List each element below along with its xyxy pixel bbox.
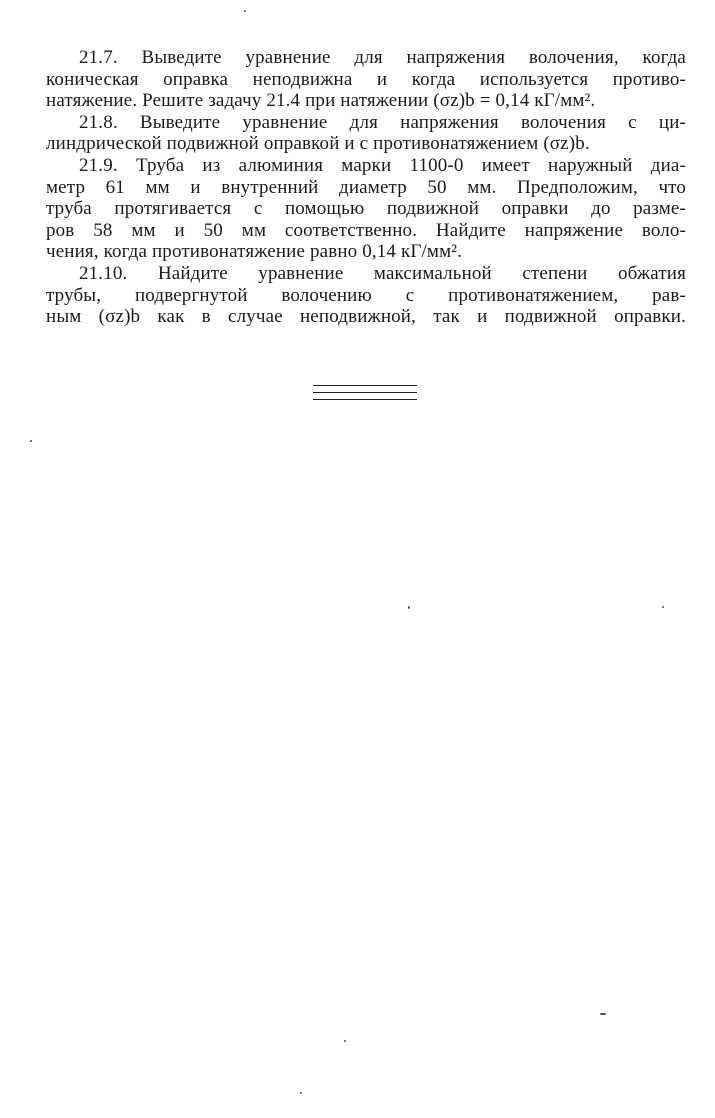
problem-21-8-line-2: линдрической подвижной оправкой и с противонатяжением (σz)b. — [46, 133, 590, 155]
scan-speck — [408, 606, 410, 609]
scan-speck — [30, 440, 32, 442]
problem-21-7-line-1: 21.7. Выведите уравнение для напряжения волочения, когда — [79, 47, 686, 68]
ornament-rule-bottom — [313, 399, 417, 400]
scan-speck — [244, 10, 246, 12]
problem-21-9-line-1: 21.9. Труба из алюминия марки 1100-0 имеет наружный диа- — [79, 154, 686, 176]
section-end-ornament — [313, 383, 417, 407]
problem-21-7-line-2: коническая оправка неподвижна и когда используется противо- — [46, 68, 686, 90]
scan-speck — [662, 606, 664, 608]
scan-speck — [600, 1013, 606, 1015]
problem-21-10-line-1: 21.10. Найдите уравнение максимальной степени обжатия — [79, 262, 686, 284]
scan-speck — [300, 1092, 302, 1094]
problem-21-10-line-2: трубы, подвергнутой волочению с противонатяжением, рав- — [46, 284, 686, 306]
problem-21-9-line-5: чения, когда противонатяжение равно 0,14 кГ/мм². — [46, 241, 462, 263]
problem-text — [46, 47, 686, 328]
ornament-rule-top — [313, 385, 417, 386]
problem-21-9-line-4: ров 58 мм и 50 мм соответственно. Найдите напряжение воло- — [46, 219, 686, 241]
problem-21-9-line-3: труба протягивается с помощью подвижной оправки до разме- — [46, 198, 686, 220]
problem-21-7-line-3: натяжение. Решите задачу 21.4 при натяжении (σz)b = 0,14 кГ/мм². — [46, 90, 596, 112]
ornament-rule-middle — [313, 392, 417, 393]
problem-21-8-line-1: 21.8. Выведите уравнение для напряжения волочения с ци- — [79, 111, 686, 133]
scan-speck — [344, 1040, 346, 1042]
problem-21-10-line-3: ным (σz)b как в случае неподвижной, так и подвижной оправки. — [46, 306, 686, 328]
problem-21-9-line-2: метр 61 мм и внутренний диаметр 50 мм. Предположим, что — [46, 176, 686, 198]
